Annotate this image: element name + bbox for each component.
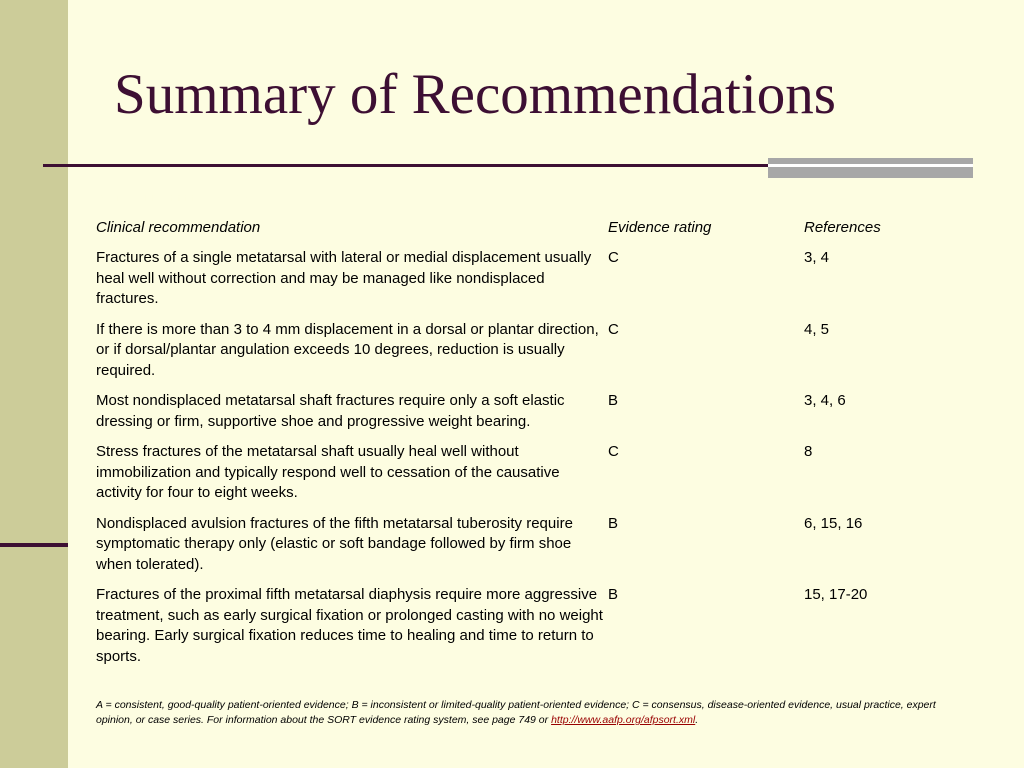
recommendation-cell: If there is more than 3 to 4 mm displacement in a dorsal or plantar direction, or if dorsal/plantar angulation exceeds 10 degrees, reduction is usually required. (96, 320, 599, 379)
evidence-cell: C (608, 320, 619, 338)
footnote (96, 698, 956, 728)
references-cell: 4, 5 (804, 320, 830, 338)
references-cell: 8 (804, 443, 813, 460)
title-divider-block (768, 158, 973, 178)
left-accent-line (0, 543, 68, 547)
evidence-cell: B (608, 392, 619, 409)
table-row (96, 391, 966, 432)
title-divider-stripe (768, 164, 973, 167)
footnote-end: . (695, 714, 699, 726)
header-evidence: Evidence rating (608, 219, 712, 236)
table-header-row (96, 218, 966, 248)
table-row (96, 442, 966, 504)
recommendation-cell: Fractures of the proximal fifth metatarsal diaphysis require more aggressive treatment, such as early surgical fixation or prolonged casting with no weight bearing. Early surgical fixation reduces time to healing and time to return to sports. (96, 586, 603, 665)
recommendation-cell: Most nondisplaced metatarsal shaft fractures require only a soft elastic dressing or firm, supportive shoe and progressive weight bearing. (96, 392, 565, 430)
header-references: References (804, 219, 881, 236)
table-caption: SORT: KEY RECOMMENDATIONS FOR PRACTICE (96, 193, 308, 203)
references-cell: 15, 17-20 (804, 586, 868, 603)
table-row (96, 248, 966, 310)
table-row (96, 514, 966, 576)
recommendations-table (96, 218, 966, 677)
recommendation-cell: Nondisplaced avulsion fractures of the fifth metatarsal tuberosity require symptomatic therapy only (elastic or soft bandage followed by firm shoe when tolerated). (96, 514, 573, 573)
table-row (96, 585, 966, 667)
table-row (96, 320, 966, 382)
recommendation-cell: Stress fractures of the metatarsal shaft usually heal well without immobilization and typically respond well to cessation of the causative activity for four to eight weeks. (96, 443, 560, 501)
header-recommendation: Clinical recommendation (96, 219, 261, 236)
evidence-cell: B (608, 514, 619, 532)
evidence-cell: B (608, 586, 619, 603)
left-decorative-band (0, 0, 68, 768)
sort-link[interactable]: http://www.aafp.org/afpsort.xml (551, 714, 696, 726)
evidence-cell: C (608, 443, 619, 460)
footnote-text: A = consistent, good-quality patient-oriented evidence; B = inconsistent or limited-quality patient-oriented evidence; C = consensus, disease-oriented evidence, usual practice, expert opinion, or case series. For information about the SORT evidence rating system, see page 749 or (96, 699, 936, 726)
references-cell: 3, 4 (804, 249, 830, 266)
recommendation-cell: Fractures of a single metatarsal with lateral or medial displacement usually heal well without correction and may be managed like nondisplaced fractures. (96, 249, 592, 307)
slide-title: Summary of Recommendations (114, 63, 836, 126)
references-cell: 6, 15, 16 (804, 514, 863, 532)
evidence-cell: C (608, 249, 619, 266)
references-cell: 3, 4, 6 (804, 392, 846, 409)
